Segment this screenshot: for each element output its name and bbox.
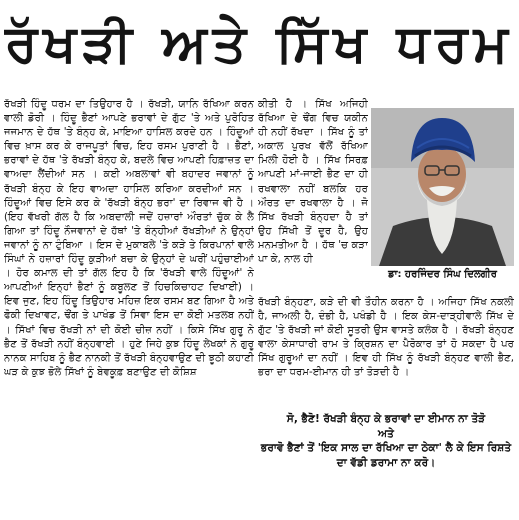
- closing-appeal: [258, 412, 514, 470]
- closing-line-2: ਅਤੇ: [378, 427, 394, 440]
- photo-caption: ਡਾ: ਹਰਜਿੰਦਰ ਸਿੰਘ ਦਿਲਗੀਰ: [388, 269, 497, 280]
- article-body-right-column-bottom: [258, 296, 514, 410]
- headline: ਰੱਖੜੀ ਅਤੇ ਸਿੱਖ ਧਰਮ: [5, 14, 514, 74]
- right-column-bottom-text: ਰੱਖੜੀ ਬੰਨ੍ਹਣਾ, ਕੜੇ ਦੀ ਵੀ ਤੌਹੀਨ ਕਰਨਾ ਹੈ । ਅਜਿਹਾ ਸਿੱਖ ਨਕਲੀ ਹੈ, ਜਾਅਲੀ ਹੈ, ਦੰਭੀ ਹੈ, ਪਖੰਡੀ ਹੈ । ਇਕ ਕੇਸ-ਦਾੜ੍ਹੀਵਾਲੇ ਸਿੱਖ ਦੇ ਗੁੱਟ 'ਤੇ ਰੱਖੜੀ ਜਾਂ ਕੋਈ ਸੂਤਰੀ ਉਸ ਵਾਸਤੇ ਕਲੰਕ ਹੈ । ਰੱਖੜੀ ਬੰਨ੍ਹਣ ਵਾਲਾ ਕੇਸਾਧਾਰੀ ਰਾਮ ਤੇ ਕ੍ਰਿਸ਼ਨ ਦਾ ਪੈਰੋਕਾਰ ਤਾਂ ਹੋ ਸਕਦਾ ਹੈ ਪਰ ਸਿੱਖ ਗੁਰੂਆਂ ਦਾ ਨਹੀਂ । ਇਵ ਹੀ ਸਿੱਖ ਨੂੰ ਰੱਖੜੀ ਬੰਨ੍ਹਣ ਵਾਲੀ ਭੈਣ, ਭਰਾ ਦਾ ਧਰਮ-ਈਮਾਨ ਹੀ ਤਾਂ ਤੋੜਦੀ ਹੈ ।: [258, 297, 514, 379]
- author-photo: [371, 108, 514, 266]
- article-body-left-column: [4, 98, 254, 518]
- right-column-top-text: ਕੀਤੀ ਹੈ । ਸਿੱਖ ਅਜਿਹੀ ਰੱਖਿਆ ਦੇ ਢੌਂਗ ਵਿਚ ਯਕੀਨ ਹੀ ਨਹੀਂ ਰੱਖਦਾ । ਸਿੱਖ ਨੂੰ ਤਾਂ ਅਕਾਲ ਪੁਰਖ ਵੱਲੋਂ ਰੱਖਿਆ ਮਿਲੀ ਹੋਈ ਹੈ । ਸਿੱਖ ਸਿਰਫ਼ ਆਪਣੀ ਮਾਂ-ਜਾਈ ਭੈਣ ਦਾ ਹੀ ਰਖਵਾਲਾ ਨਹੀਂ ਬਲਕਿ ਹਰ ਔਰਤ ਦਾ ਰਖਵਾਲਾ ਹੈ । ਜੋ ਸਿੱਖ ਰੱਖੜੀ ਬੰਨ੍ਹਦਾ ਹੈ ਤਾਂ ਉਹ ਸਿੱਖੀ ਤੋਂ ਦੂਰ ਹੈ, ਉਹ ਮਨਮਤੀਆ ਹੈ । ਹੱਥ 'ਚ ਕੜਾ ਪਾ ਕੇ, ਨਾਲ ਹੀ: [258, 99, 368, 266]
- author-portrait-illustration: [371, 108, 514, 266]
- closing-line-1: ਸੋ, ਭੈਣੋ! ਰੱਖੜੀ ਬੰਨ੍ਹ ਕੇ ਭਰਾਵਾਂ ਦਾ ਈਮਾਨ ਨਾ ਤੋੜੋ: [286, 413, 486, 425]
- closing-line-3: ਭਰਾਵੋ ਭੈਣਾਂ ਤੋਂ 'ਇਕ ਸਾਲ ਦਾ ਰੱਖਿਆ ਦਾ ਠੇਕਾ' ਲੈ ਕੇ ਇਸ ਰਿਸ਼ਤੇ ਦਾ ਵੱਡੀ ਡਰਾਮਾ ਨਾ ਕਰੋ।: [260, 442, 512, 469]
- left-column-text: ਰੱਖੜੀ ਹਿੰਦੂ ਧਰਮ ਦਾ ਤਿਉਹਾਰ ਹੈ । ਰੱਖੜੀ, ਯਾਨਿ ਰੱਖਿਆ ਕਰਨ ਵਾਲੀ ਡੋਰੀ । ਹਿੰਦੂ ਭੈਣਾਂ ਆਪਣੇ ਭਰਾਵਾਂ ਦੇ ਗੁੱਟ 'ਤੇ ਅਤੇ ਪੁਰੋਹਿਤ ਜਜਮਾਨ ਦੇ ਹੱਥ 'ਤੇ ਬੰਨ੍ਹ ਕੇ, ਮਾਇਆ ਹਾਸਿਲ ਕਰਦੇ ਹਨ । ਹਿੰਦੂਆਂ ਵਿਚ ਖ਼ਾਸ ਕਰ ਕੇ ਰਾਜਪੂਤਾਂ ਵਿਚ, ਇਹ ਰਸਮ ਪੁਰਾਣੀ ਹੈ । ਭੈਣਾਂ, ਭਰਾਵਾਂ ਦੇ ਹੱਥ 'ਤੇ ਰੱਖੜੀ ਬੰਨ੍ਹ ਕੇ, ਬਦਲੇ ਵਿਚ ਆਪਣੀ ਹਿਫ਼ਾਜ਼ਤ ਦਾ ਵਾਅਦਾ ਲੈਂਦੀਆਂ ਸਨ । ਕਈ ਅਬਲਾਵਾਂ ਵੀ ਬਹਾਦਰ ਜਵਾਨਾਂ ਨੂੰ ਰੱਖੜੀ ਬੰਨ੍ਹ ਕੇ ਇਹ ਵਾਅਦਾ ਹਾਸਿਲ ਕਰਿਆ ਕਰਦੀਆਂ ਸਨ । ਹਿੰਦੂਆਂ ਵਿਚ ਇਸੇ ਕਰ ਕੇ 'ਰੱਖੜੀ ਬੰਨ੍ਹ ਭਰਾ' ਦਾ ਰਿਵਾਜ ਵੀ ਹੈ । (ਇਹ ਵੱਖਰੀ ਗੱਲ ਹੈ ਕਿ ਅਬਦਾਲੀ ਜਦੋਂ ਹਜ਼ਾਰਾਂ ਔਰਤਾਂ ਚੁੱਕ ਕੇ ਲੈ ਗਿਆ ਤਾਂ ਹਿੰਦੂ ਨੌਜਵਾਨਾਂ ਦੇ ਹੱਥਾਂ 'ਤੇ ਬੰਨ੍ਹੀਆਂ ਰੱਖੜੀਆਂ ਨੇ ਉਨ੍ਹਾਂ ਜਵਾਨਾਂ ਨੂੰ ਨਾ ਟੁੰਬਿਆ । ਇਸ ਦੇ ਮੁਕਾਬਲੇ 'ਤੇ ਕੜੇ ਤੇ ਕਿਰਪਾਨਾਂ ਵਾਲੇ ਸਿੰਘਾਂ ਨੇ ਹਜ਼ਾਰਾਂ ਹਿੰਦੂ ਕੁੜੀਆਂ ਬਚਾ ਕੇ ਉਨ੍ਹਾਂ ਦੇ ਘਰੀਂ ਪਹੁੰਚਾਈਆਂ । ਹੋਰ ਕਮਾਲ ਦੀ ਤਾਂ ਗੱਲ ਇਹ ਹੈ ਕਿ 'ਰੱਖੜੀ ਵਾਲੇ ਹਿੰਦੂਆਂ' ਨੇ ਆਪਣੀਆਂ ਇਨ੍ਹਾਂ ਭੈਣਾਂ ਨੂੰ ਕਬੂਲਣ ਤੋਂ ਹਿਚਕਿਚਾਹਟ ਦਿਖਾਈ) । ਇਵ ਜੁਣ, ਇਹ ਹਿੰਦੂ ਤਿਉਹਾਰ ਮਹਿਜ਼ ਇਕ ਰਸਮ ਬਣ ਗਿਆ ਹੈ ਅਤੇ ਫੋਕੀ ਦਿਖਾਵਟ, ਢੌਂਗ ਤੇ ਪਾਖੰਡ ਤੋਂ ਸਿਵਾ ਇਸ ਦਾ ਕੋਈ ਮਤਲਬ ਨਹੀਂ । ਸਿੱਖਾਂ ਵਿਚ ਰੱਖੜੀ ਨਾਂ ਦੀ ਕੋਈ ਚੀਜ਼ ਨਹੀਂ । ਕਿਸੇ ਸਿੱਖ ਗੁਰੂ ਨੇ ਭੈਣ ਤੋਂ ਰੱਖੜੀ ਨਹੀਂ ਬੰਨ੍ਹਵਾਈ । ਹੁਣੇ ਜਿਹੇ ਕੁਝ ਹਿੰਦੂ ਲੇਖਕਾਂ ਨੇ ਗੁਰੂ ਨਾਨਕ ਸਾਹਿਬ ਨੂੰ ਭੈਣ ਨਾਨਕੀ ਤੋਂ ਰੱਖੜੀ ਬੰਨ੍ਹਵਾਉਣ ਦੀ ਝੂਠੀ ਕਹਾਣੀ ਘੜ ਕੇ ਕੁਝ ਭੋਲੇ ਸਿੱਖਾਂ ਨੂੰ ਬੇਵਕੂਫ਼ ਬਣਾਉਣ ਦੀ ਕੋਸ਼ਿਸ਼: [4, 99, 254, 378]
- article-body-right-column-top: [258, 98, 368, 266]
